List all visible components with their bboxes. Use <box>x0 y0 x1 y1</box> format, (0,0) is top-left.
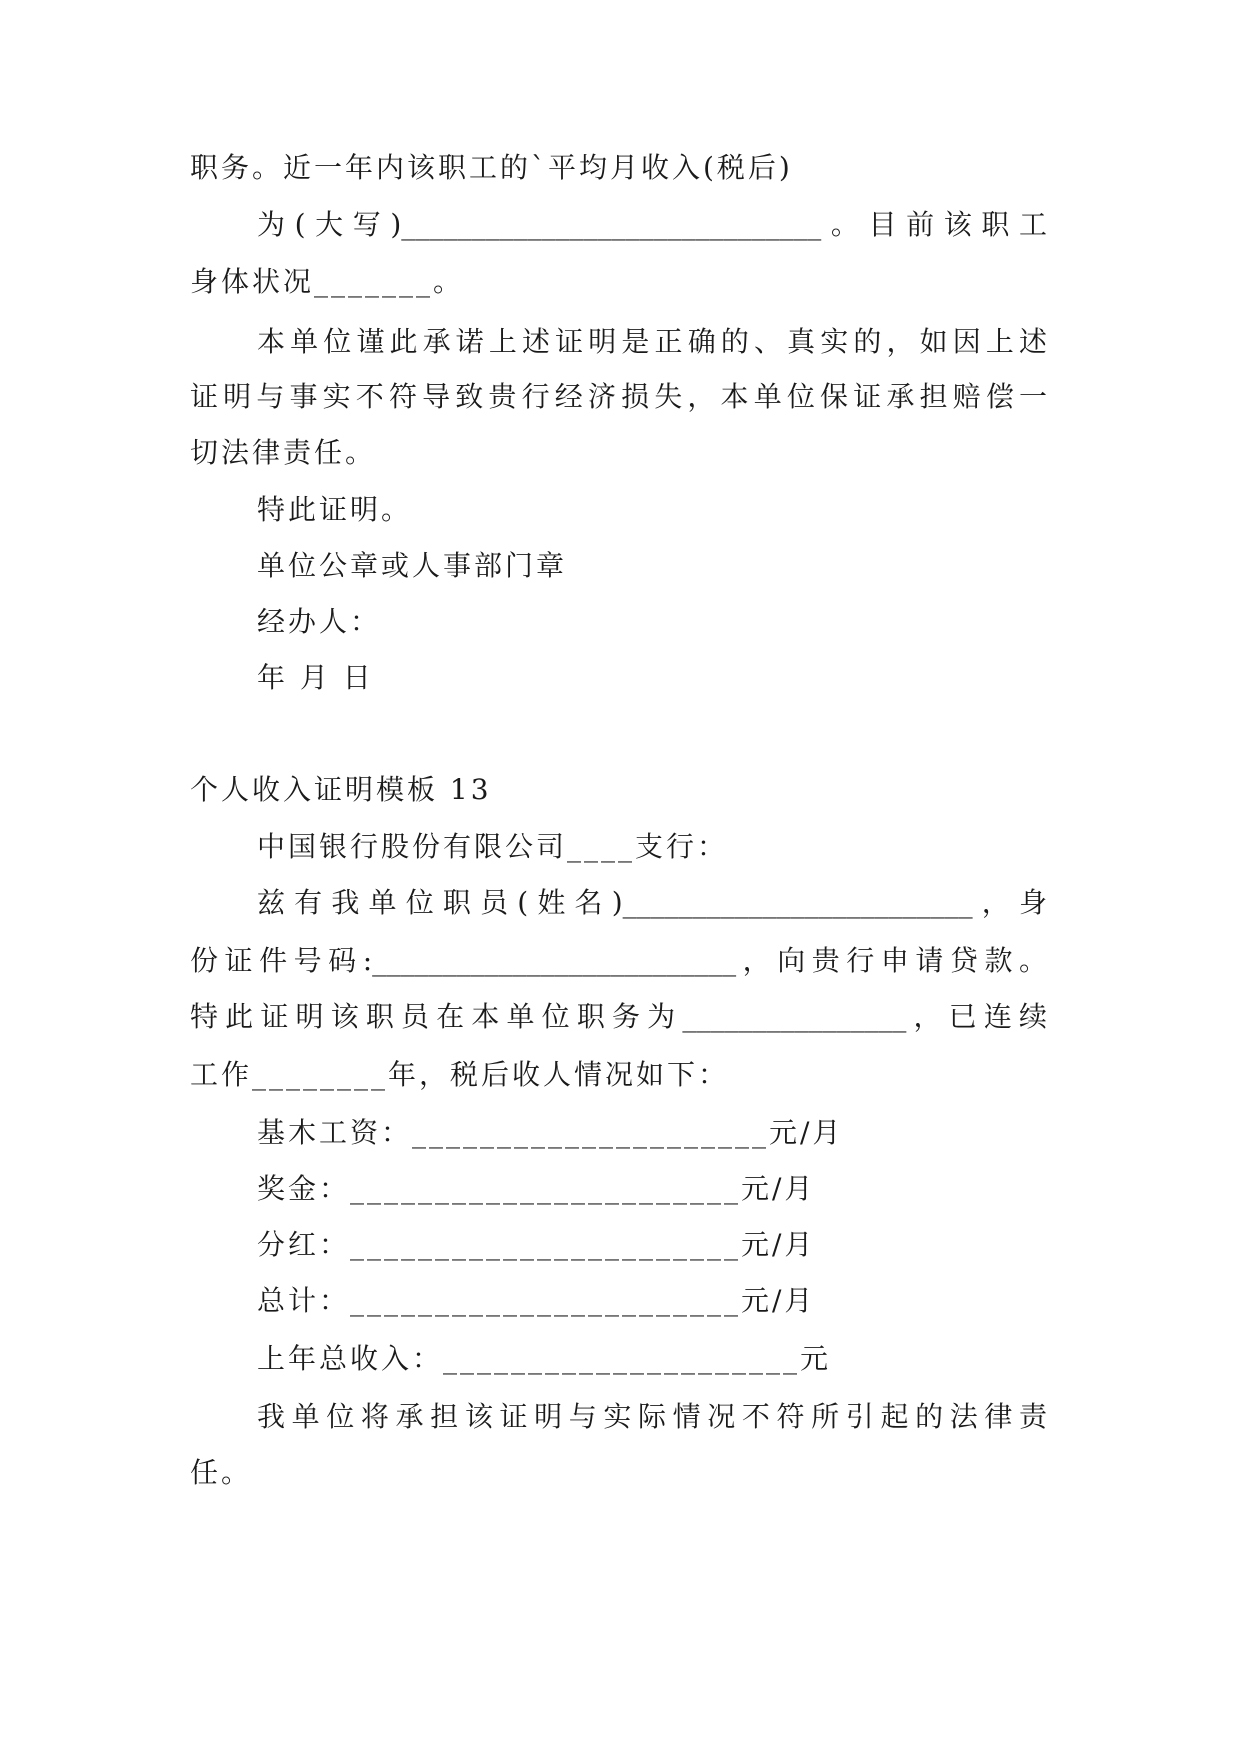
text-line: 奖金：_______________________元/月 <box>257 1172 816 1205</box>
text-line: 中国银行股份有限公司____支行： <box>257 830 729 863</box>
text-line: 证明与事实不符导致贵行经济损失，本单位保证承担赔偿一 <box>190 380 1047 413</box>
text-line: 分红：_______________________元/月 <box>257 1228 816 1261</box>
section-title: 个人收入证明模板 13 <box>190 773 492 806</box>
text-line: 经办人： <box>257 605 382 638</box>
text-line: 总计：_______________________元/月 <box>257 1284 816 1317</box>
text-line: 特此证明。 <box>257 493 413 526</box>
text-line: 切法律责任。 <box>190 436 377 469</box>
text-line: 为(大写)______________________________。目前该职工 <box>257 208 1047 241</box>
text-line: 份证件号码:__________________________，向贵行申请贷款。 <box>190 944 1047 977</box>
text-line: 工作________年，税后收人情况如下： <box>190 1058 730 1091</box>
text-line: 基木工资：_____________________元/月 <box>257 1116 844 1149</box>
text-line: 任。 <box>190 1456 253 1489</box>
text-line: 兹有我单位职员(姓名)_________________________，身 <box>257 886 1047 919</box>
text-line: 特此证明该职员在本单位职务为________________，已连续 <box>190 1000 1047 1033</box>
text-line: 上年总收入：_____________________元 <box>257 1342 832 1375</box>
text-line: 单位公章或人事部门章 <box>257 549 568 582</box>
text-line: 职务。近一年内该职工的`平均月收入(税后) <box>190 151 793 184</box>
text-line: 本单位谨此承诺上述证明是正确的、真实的，如因上述 <box>257 325 1047 358</box>
date-line: 年 月 日 <box>257 661 374 694</box>
text-line: 身体状况_______。 <box>190 265 465 298</box>
text-line: 我单位将承担该证明与实际情况不符所引起的法律责 <box>257 1400 1047 1433</box>
